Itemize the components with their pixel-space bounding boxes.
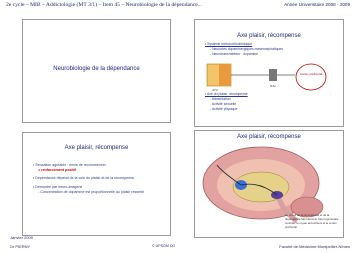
footer-faculty: Faculté de Médecine Montpellier-Nîmes [279,244,350,249]
bullet-item: - Alimentation [210,96,231,101]
slide-2 [194,19,344,127]
bullet-item: - Neurones dopaminergiques mésencéphaliques [210,46,283,51]
bullet-item: • Sensation agréable : envie de recommencer [33,163,106,167]
vta-label: ATV [212,88,218,92]
slide-2-title: Axe plaisir, récompense [237,33,301,39]
slide-2-bullets-top [205,42,283,57]
slide-4-caption: Le circuit de la récompense et de la dépendance fait intervenir l'aire tegmentale ventrale, le noyau accumbens et le cortex préfrontal [285,213,339,230]
bullet-item: - Concentration de dopamine est proportionnelle au plaisir ressenti [38,189,144,194]
bullet-item: • Démontré par neuro-imagerie [33,184,83,189]
bullet-item: • Dépendance dépend de la voie du plaisir et de la récompense [33,176,134,181]
slide-3-title: Axe plaisir, récompense [64,145,129,151]
cortex-ellipse [296,64,326,90]
bullet-item: - Activité physique [210,106,238,111]
bullet-item-emphasis: = renforcement positif [38,168,76,173]
bullet-item: • Axe du plaisir, récompense [205,92,248,96]
footer-author: Dr PIERNY [10,244,31,249]
vta-shade [219,64,231,86]
slide-4 [194,130,344,238]
slide-1 [22,19,171,123]
document-header-title: 2e cycle – MIB – Addictologie (MT 3/1) – Item 45 – Neurobiologie de la dépendance... [6,2,202,8]
bullet-item: - Activité sexuelle [210,101,237,106]
cortex-label: Cortex préfrontal [299,72,323,76]
nac-label: NAc [270,84,276,88]
bullet-item: • Système mésocorticolimbique [205,42,253,46]
slide-3 [22,132,171,236]
footer-date: Janvier 2009 [10,235,33,240]
bullet-item: - Neurotransmetteur : dopamine [210,51,259,56]
slide-2-bullets-bottom [205,92,248,112]
slide-4-title: Axe plaisir, récompense [237,134,301,140]
document-header-year: Année Universitaire 2008 - 2009 [284,2,350,7]
footer-copyright: © UPSOM DG [152,244,176,248]
nac-box [269,69,277,81]
slide-3-bullets [33,163,161,195]
slide-1-title: Neurobiologie de la dépendance [53,66,140,72]
